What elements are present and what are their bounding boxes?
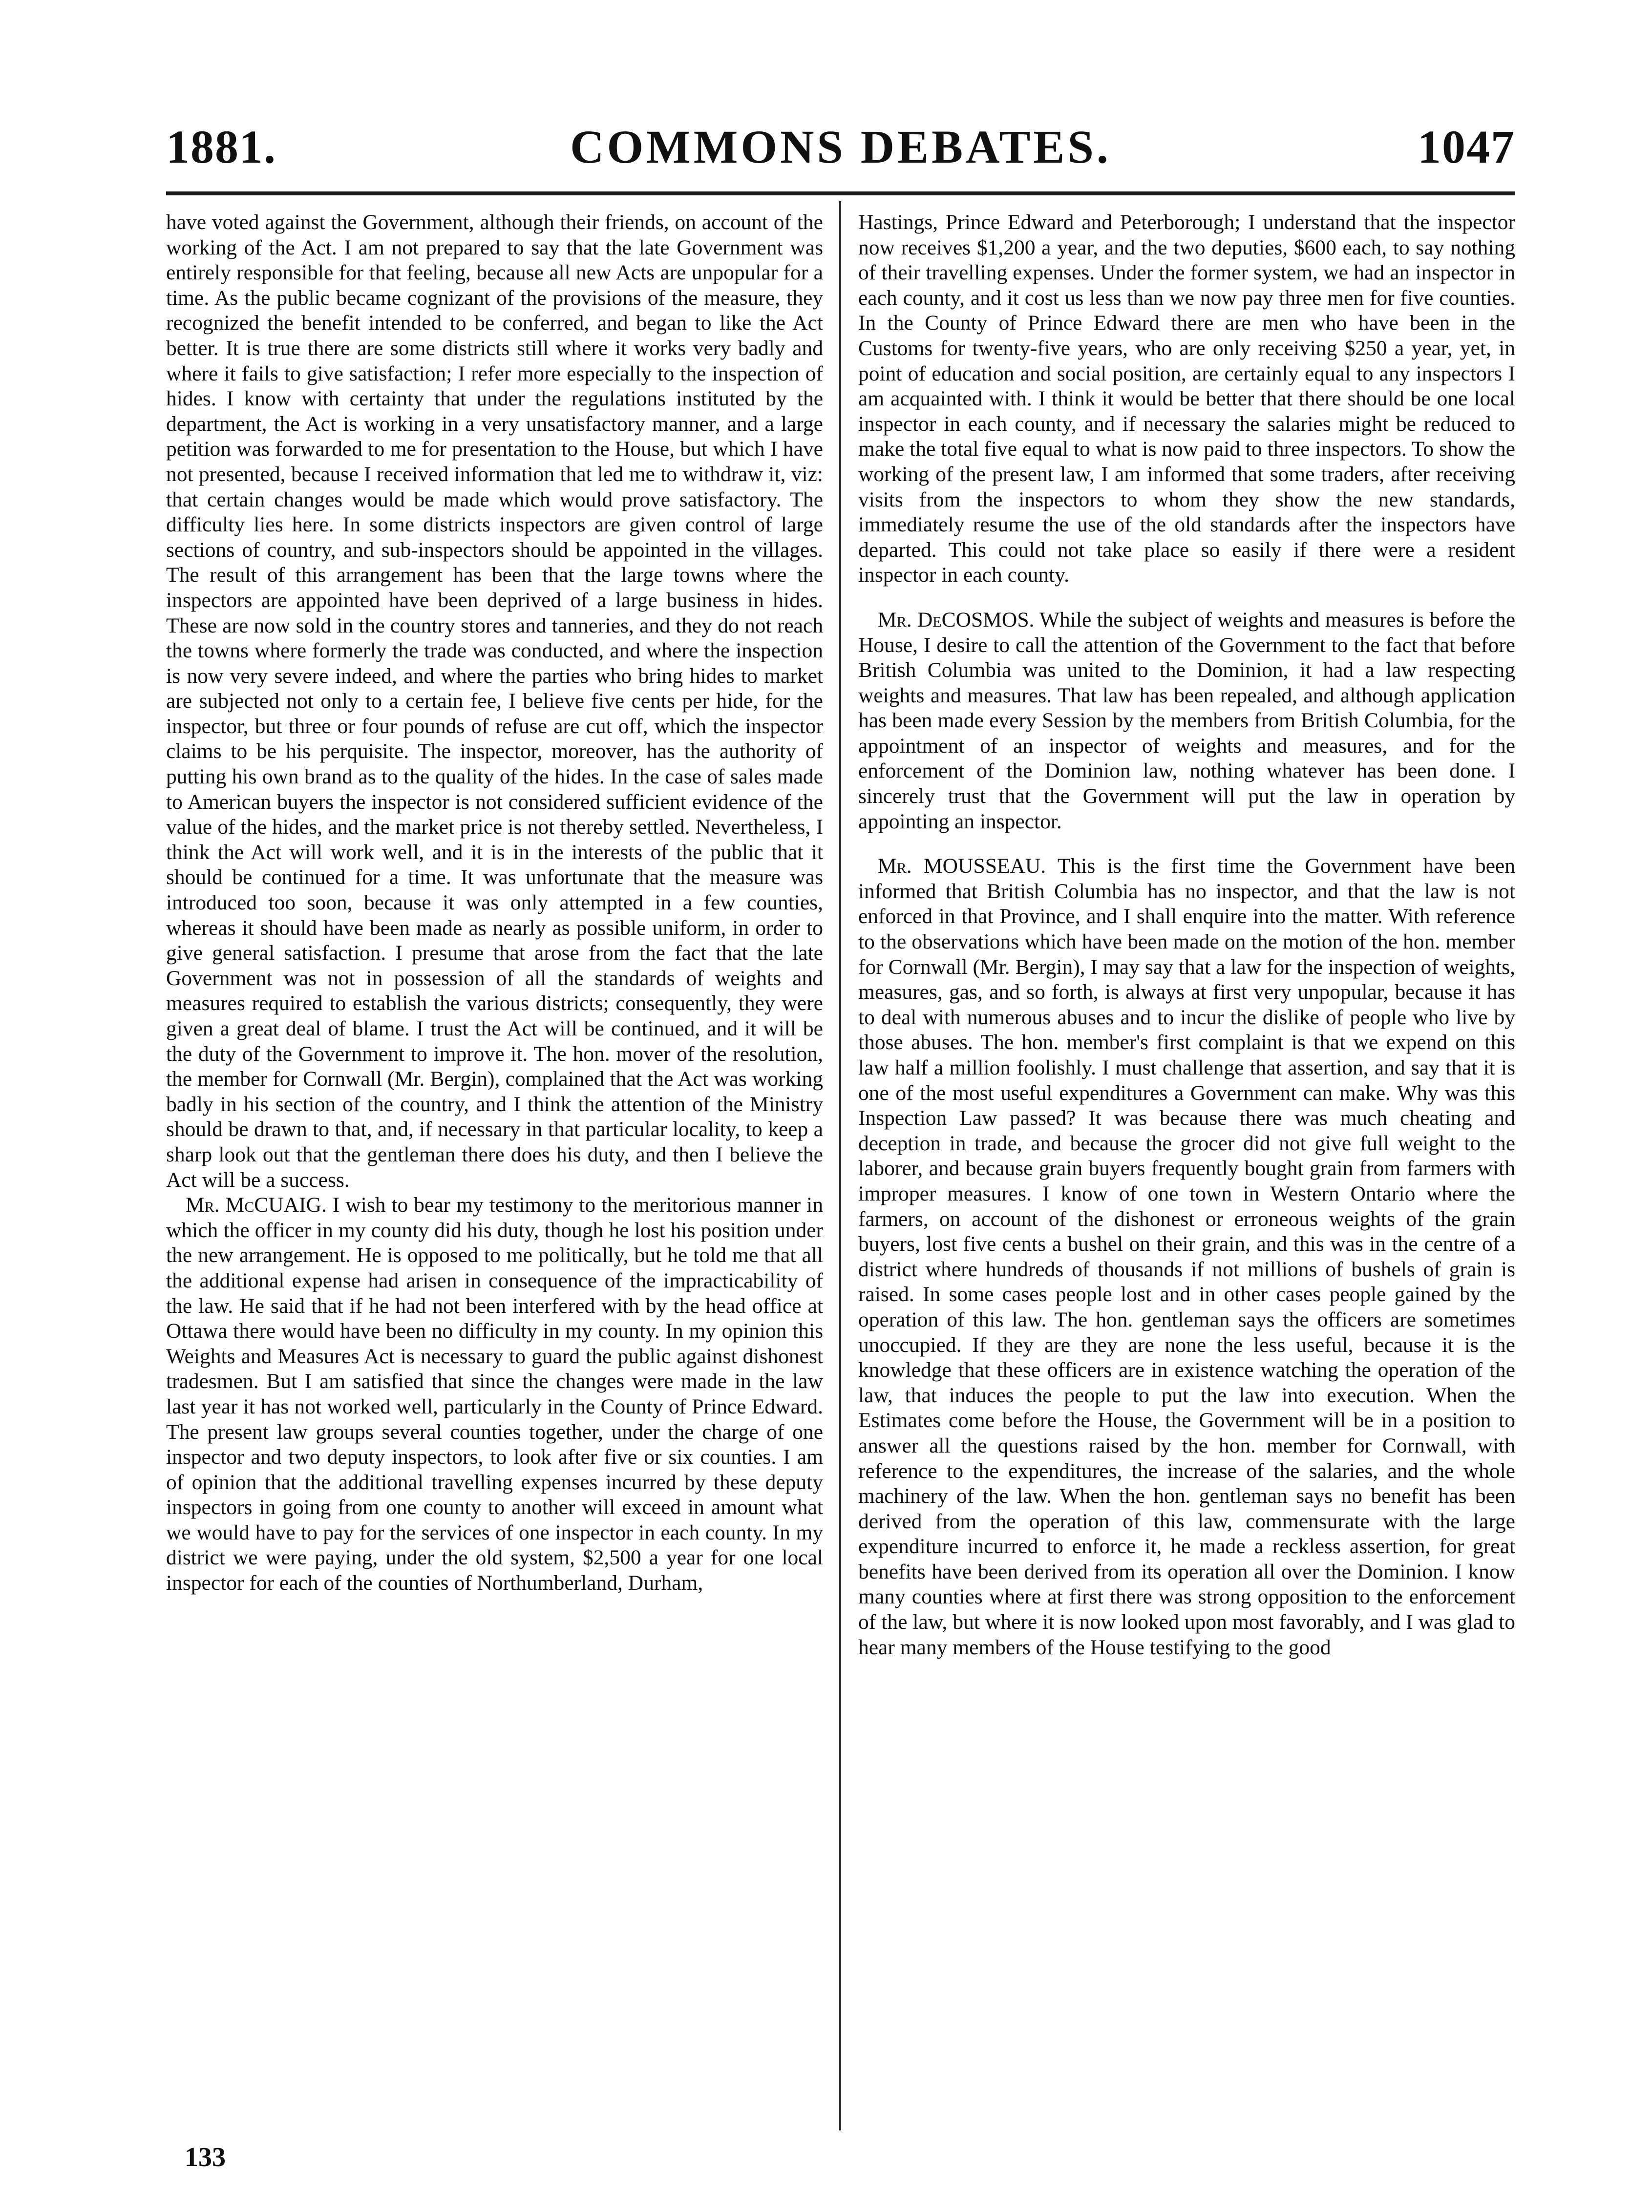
paragraph <box>858 210 1515 588</box>
column-divider <box>839 201 841 2130</box>
paragraph-text: This is the first time the Government have been informed that British Columbia has no inspector, and that the law is not enforced in that Province, and I shall enquire into the matter. With reference to the observations which have been made on the motion of the hon. member for Cornwall (Mr. Bergin), I may say that a law for the inspection of weights, measures, gas, and so forth, is always at first very unpopular, because it has to deal with numerous abuses and to incur the dislike of people who live by those abuses. The hon. member's first complaint is that we expend on this law half a million foolishly. I must challenge that assertion, and say that it is one of the most useful expenditures a Government can make. Why was this Inspection Law passed? It was because there was much cheating and deception in trade, and because the grocer did not give full weight to the laborer, and because grain buyers frequently bought grain from farmers with improper measures. I know of one town in Western Ontario where the farmers, on account of the dishonest or erroneous weights of the grain buyers, lost five cents a bushel on their grain, and this was in the centre of a district where hundreds of thousands if not millions of bushels of grain is raised. In some cases people lost and in other cases people gained by the operation of this law. The hon. gentleman says the officers are sometimes unoccupied. If they are they are none the less useful, because it is the knowledge that these officers are in existence watching the operation of the law, that induces the people to put the law into execution. When the Estimates come before the House, the Government will be in a position to answer all the questions raised by the hon. member for Cornwall, with reference to the expenditures, the increase of the salaries, and the whole machinery of the law. When the hon. gentleman says no benefit has been derived from the operation of this law, commensurate with the large expenditure incurred to enforce it, he made a reckless assertion, for great benefits have been derived from its operation all over the Dominion. I know many counties where at first there was strong opposition to the enforcement of the law, but where it is now looked upon most favorably, and I was glad to hear many members of the House testifying to the good <box>858 854 1515 1659</box>
header-year: 1881. <box>166 121 276 173</box>
paragraph-text: I wish to bear my testimony to the meritorious manner in which the officer in my county did his duty, though he lost his position under the new arrangement. He is opposed to me politically, but he told me that all the additional expense had arisen in consequence of the impracticability of the law. He said that if he had not been interfered with by the head office at Ottawa there would have been no difficulty in my county. In my opinion this Weights and Measures Act is necessary to guard the public against dishonest tradesmen. But I am satisfied that since the changes were made in the law last year it has not worked well, particularly in the County of Prince Edward. The present law groups several counties together, under the charge of one inspector and two deputy inspectors, to look after five or six counties. I am of opinion that the additional travelling expenses incurred by these deputy inspectors in going from one county to another will exceed in amount what we would have to pay for the services of one inspector in each county. In my district we were paying, under the old system, $2,500 a year for one local inspector for each of the counties of Northumberland, Durham, <box>166 1193 823 1595</box>
paragraph-text: While the subject of weights and measures is before the House, I desire to call the attention of the Government to the fact that before British Columbia was united to the Dominion, it had a law respecting weights and measures. That law has been repealed, and although application has been made every Session by the members from British Columbia, for the appointment of an inspector of weights and measures, and for the enforcement of the Dominion law, nothing whatever has been done. I sincerely trust that the Government will put the law in operation by appointing an inspector. <box>858 608 1515 833</box>
left-column <box>166 210 823 2134</box>
running-title: COMMONS DEBATES. <box>570 121 1111 173</box>
page-header <box>166 120 1515 188</box>
paragraph-text: have voted against the Government, although their friends, on account of the working of the Act. I am not prepared to say that the late Government was entirely responsible for that feeling, because all new Acts are unpopular for a time. As the public became cognizant of the provisions of the measure, they recognized the benefit intended to be conferred, and began to like the Act better. It is true there are some districts still where it works very badly and where it fails to give satisfaction; I refer more especially to the inspection of hides. I know with certainty that under the regulations instituted by the department, the Act is working in a very unsatisfactory manner, and a large petition was forwarded to me for presentation to the House, but which I have not presented, because I received information that led me to withdraw it, viz: that certain changes would be made which would prove satisfactory. The difficulty lies here. In some districts inspectors are given control of large sections of country, and sub-inspectors should be appointed in the villages. The result of this arrangement has been that the large towns where the inspectors are appointed have been deprived of a large business in hides. These are now sold in the country stores and tanneries, and they do not reach the towns where formerly the trade was conducted, and where the inspection is now very severe indeed, and where the parties who bring hides to market are subjected not only to a certain fee, I believe five cents per hide, for the inspector, but three or four pounds of refuse are cut off, which the inspector claims to be his perquisite. The inspector, moreover, has the authority of putting his own brand as to the quality of the hides. In the case of sales made to American buyers the inspector is not considered sufficient evidence of the value of the hides, and the market price is not thereby settled. Nevertheless, I think the Act will work well, and it is in the interests of the public that it should be continued for a time. It was unfortunate that the measure was introduced too soon, because it was only attempted in a few counties, whereas it should have been made as nearly as possible uniform, in order to give general satisfaction. I presume that arose from the fact that the late Government was not in possession of all the standards of weights and measures required to establish the various districts; consequently, they were given a great deal of blame. I trust the Act will be continued, and it will be the duty of the Government to improve it. The hon. mover of the resolution, the member for Cornwall (Mr. Bergin), complained that the Act was working badly in his section of the country, and I think the attention of the Ministry should be drawn to that, and, if necessary in that particular locality, to keep a sharp look out that the gentleman there does his duty, and then I believe the Act will be a success. <box>166 211 823 1192</box>
right-column <box>858 210 1515 2134</box>
paragraph <box>166 1193 823 1596</box>
paragraph <box>858 608 1515 834</box>
speaker-name: Mr. McCUAIG. <box>186 1193 327 1217</box>
signature-mark: 133 <box>185 2142 226 2172</box>
page-number: 1047 <box>1418 121 1515 173</box>
paragraph <box>166 210 823 1193</box>
speaker-name: Mr. MOUSSEAU. <box>878 854 1046 878</box>
paragraph-text: Hastings, Prince Edward and Peterborough; I understand that the inspector now receives $1,200 a year, and the two deputies, $600 each, to say nothing of their travelling expenses. Under the former system, we had an inspector in each county, and it cost us less than we now pay three men for five counties. In the County of Prince Edward there are men who have been in the Customs for twenty-five years, who are only receiving $250 a year, yet, in point of education and social position, are certainly equal to any inspectors I am acquainted with. I think it would be better that there should be one local inspector in each county, and if necessary the salaries might be reduced to make the total five equal to what is now paid to three inspectors. To show the working of the present law, I am informed that some traders, after receiving visits from the inspectors to whom they show the new standards, immediately resume the use of the old standards after the inspectors have departed. This could not take place so easily if there were a resident inspector in each county. <box>858 211 1515 587</box>
header-rule <box>166 191 1515 195</box>
paragraph <box>858 854 1515 1660</box>
speaker-name: Mr. DeCOSMOS. <box>878 608 1035 632</box>
